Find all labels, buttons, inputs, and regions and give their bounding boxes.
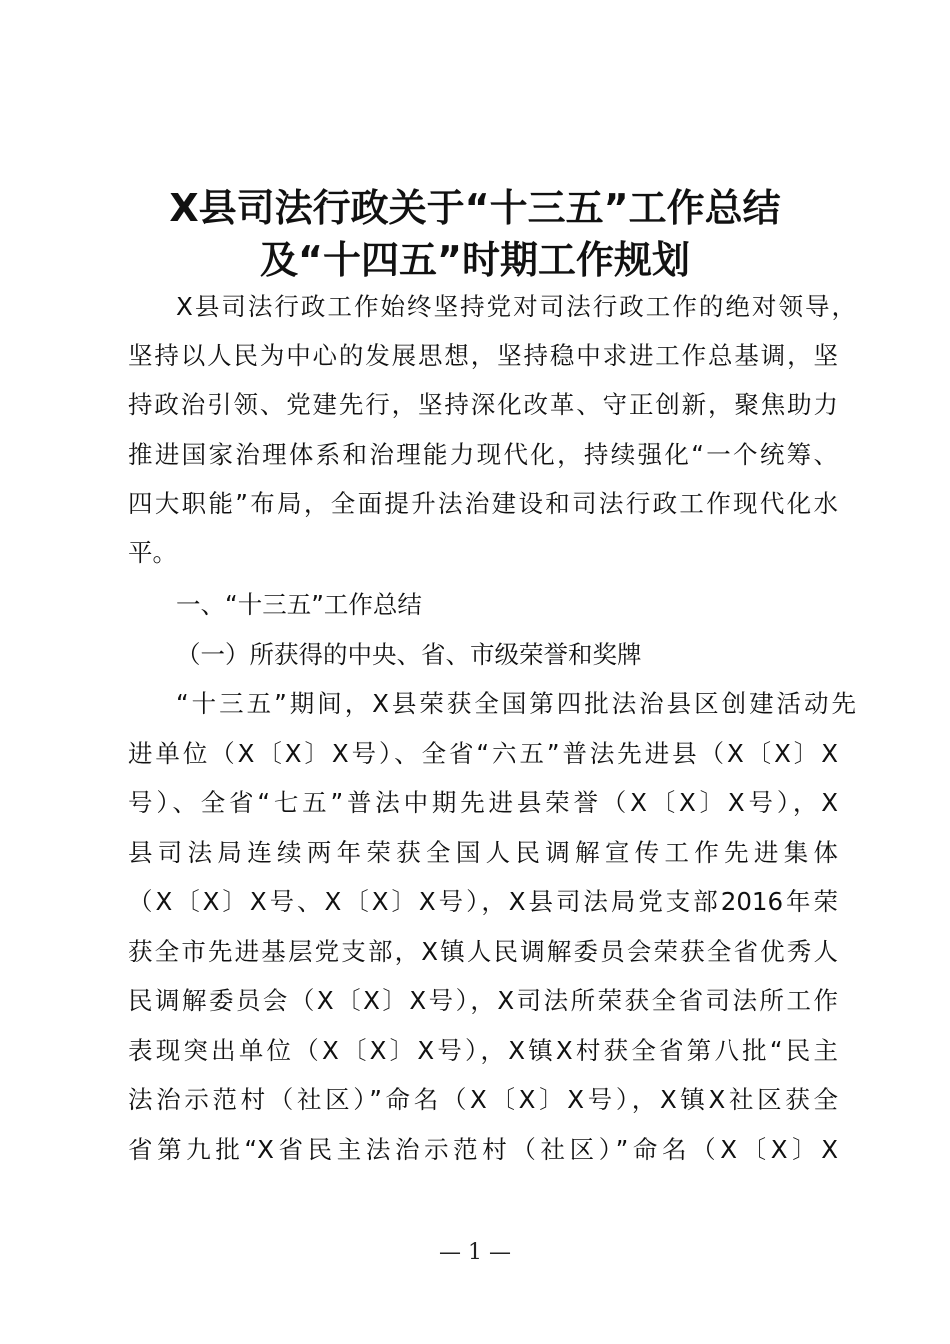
body-line: 民调解委员会（X〔X〕X号），X司法所荣获全省司法所工作 xyxy=(128,986,838,1015)
body-line: 进单位（X〔X〕X号）、全省“六五”普法先进县（X〔X〕X xyxy=(128,739,838,768)
document-title-line-1: X县司法行政关于“十三五”工作总结 xyxy=(169,186,781,230)
body-line: 表现突出单位（X〔X〕X号），X镇X村获全省第八批“民主 xyxy=(128,1036,838,1065)
body-line: 法治示范村（社区）”命名（X〔X〕X号），X镇X社区获全 xyxy=(128,1085,838,1114)
intro-line: 四大职能”布局，全面提升法治建设和司法行政工作现代化水 xyxy=(128,489,838,518)
body-line: “十三五”期间，X县荣获全国第四批法治县区创建活动先 xyxy=(176,689,856,718)
body-line: 获全市先进基层党支部，X镇人民调解委员会荣获全省优秀人 xyxy=(128,937,838,966)
intro-line: 推进国家治理体系和治理能力现代化，持续强化“一个统筹、 xyxy=(128,440,838,469)
body-line: 县司法局连续两年荣获全国人民调解宣传工作先进集体 xyxy=(128,838,838,867)
intro-line: 平。 xyxy=(128,538,177,567)
document-title-line-2: 及“十四五”时期工作规划 xyxy=(260,238,690,282)
body-line: 省第九批“X省民主法治示范村（社区）”命名（X〔X〕X xyxy=(128,1135,838,1164)
intro-line: 坚持以人民为中心的发展思想，坚持稳中求进工作总基调，坚 xyxy=(128,341,838,370)
subsection-heading: （一）所获得的中央、省、市级荣誉和奖牌 xyxy=(176,640,642,669)
body-line: （X〔X〕X号、X〔X〕X号），X县司法局党支部2016年荣 xyxy=(128,887,838,916)
body-line: 号）、全省“七五”普法中期先进县荣誉（X〔X〕X号），X xyxy=(128,788,838,817)
page-number: — 1 — xyxy=(439,1240,511,1265)
intro-line: 持政治引领、党建先行，坚持深化改革、守正创新，聚焦助力 xyxy=(128,390,838,419)
section-heading: 一、“十三五”工作总结 xyxy=(176,590,422,619)
intro-line: X县司法行政工作始终坚持党对司法行政工作的绝对领导， xyxy=(176,292,856,321)
